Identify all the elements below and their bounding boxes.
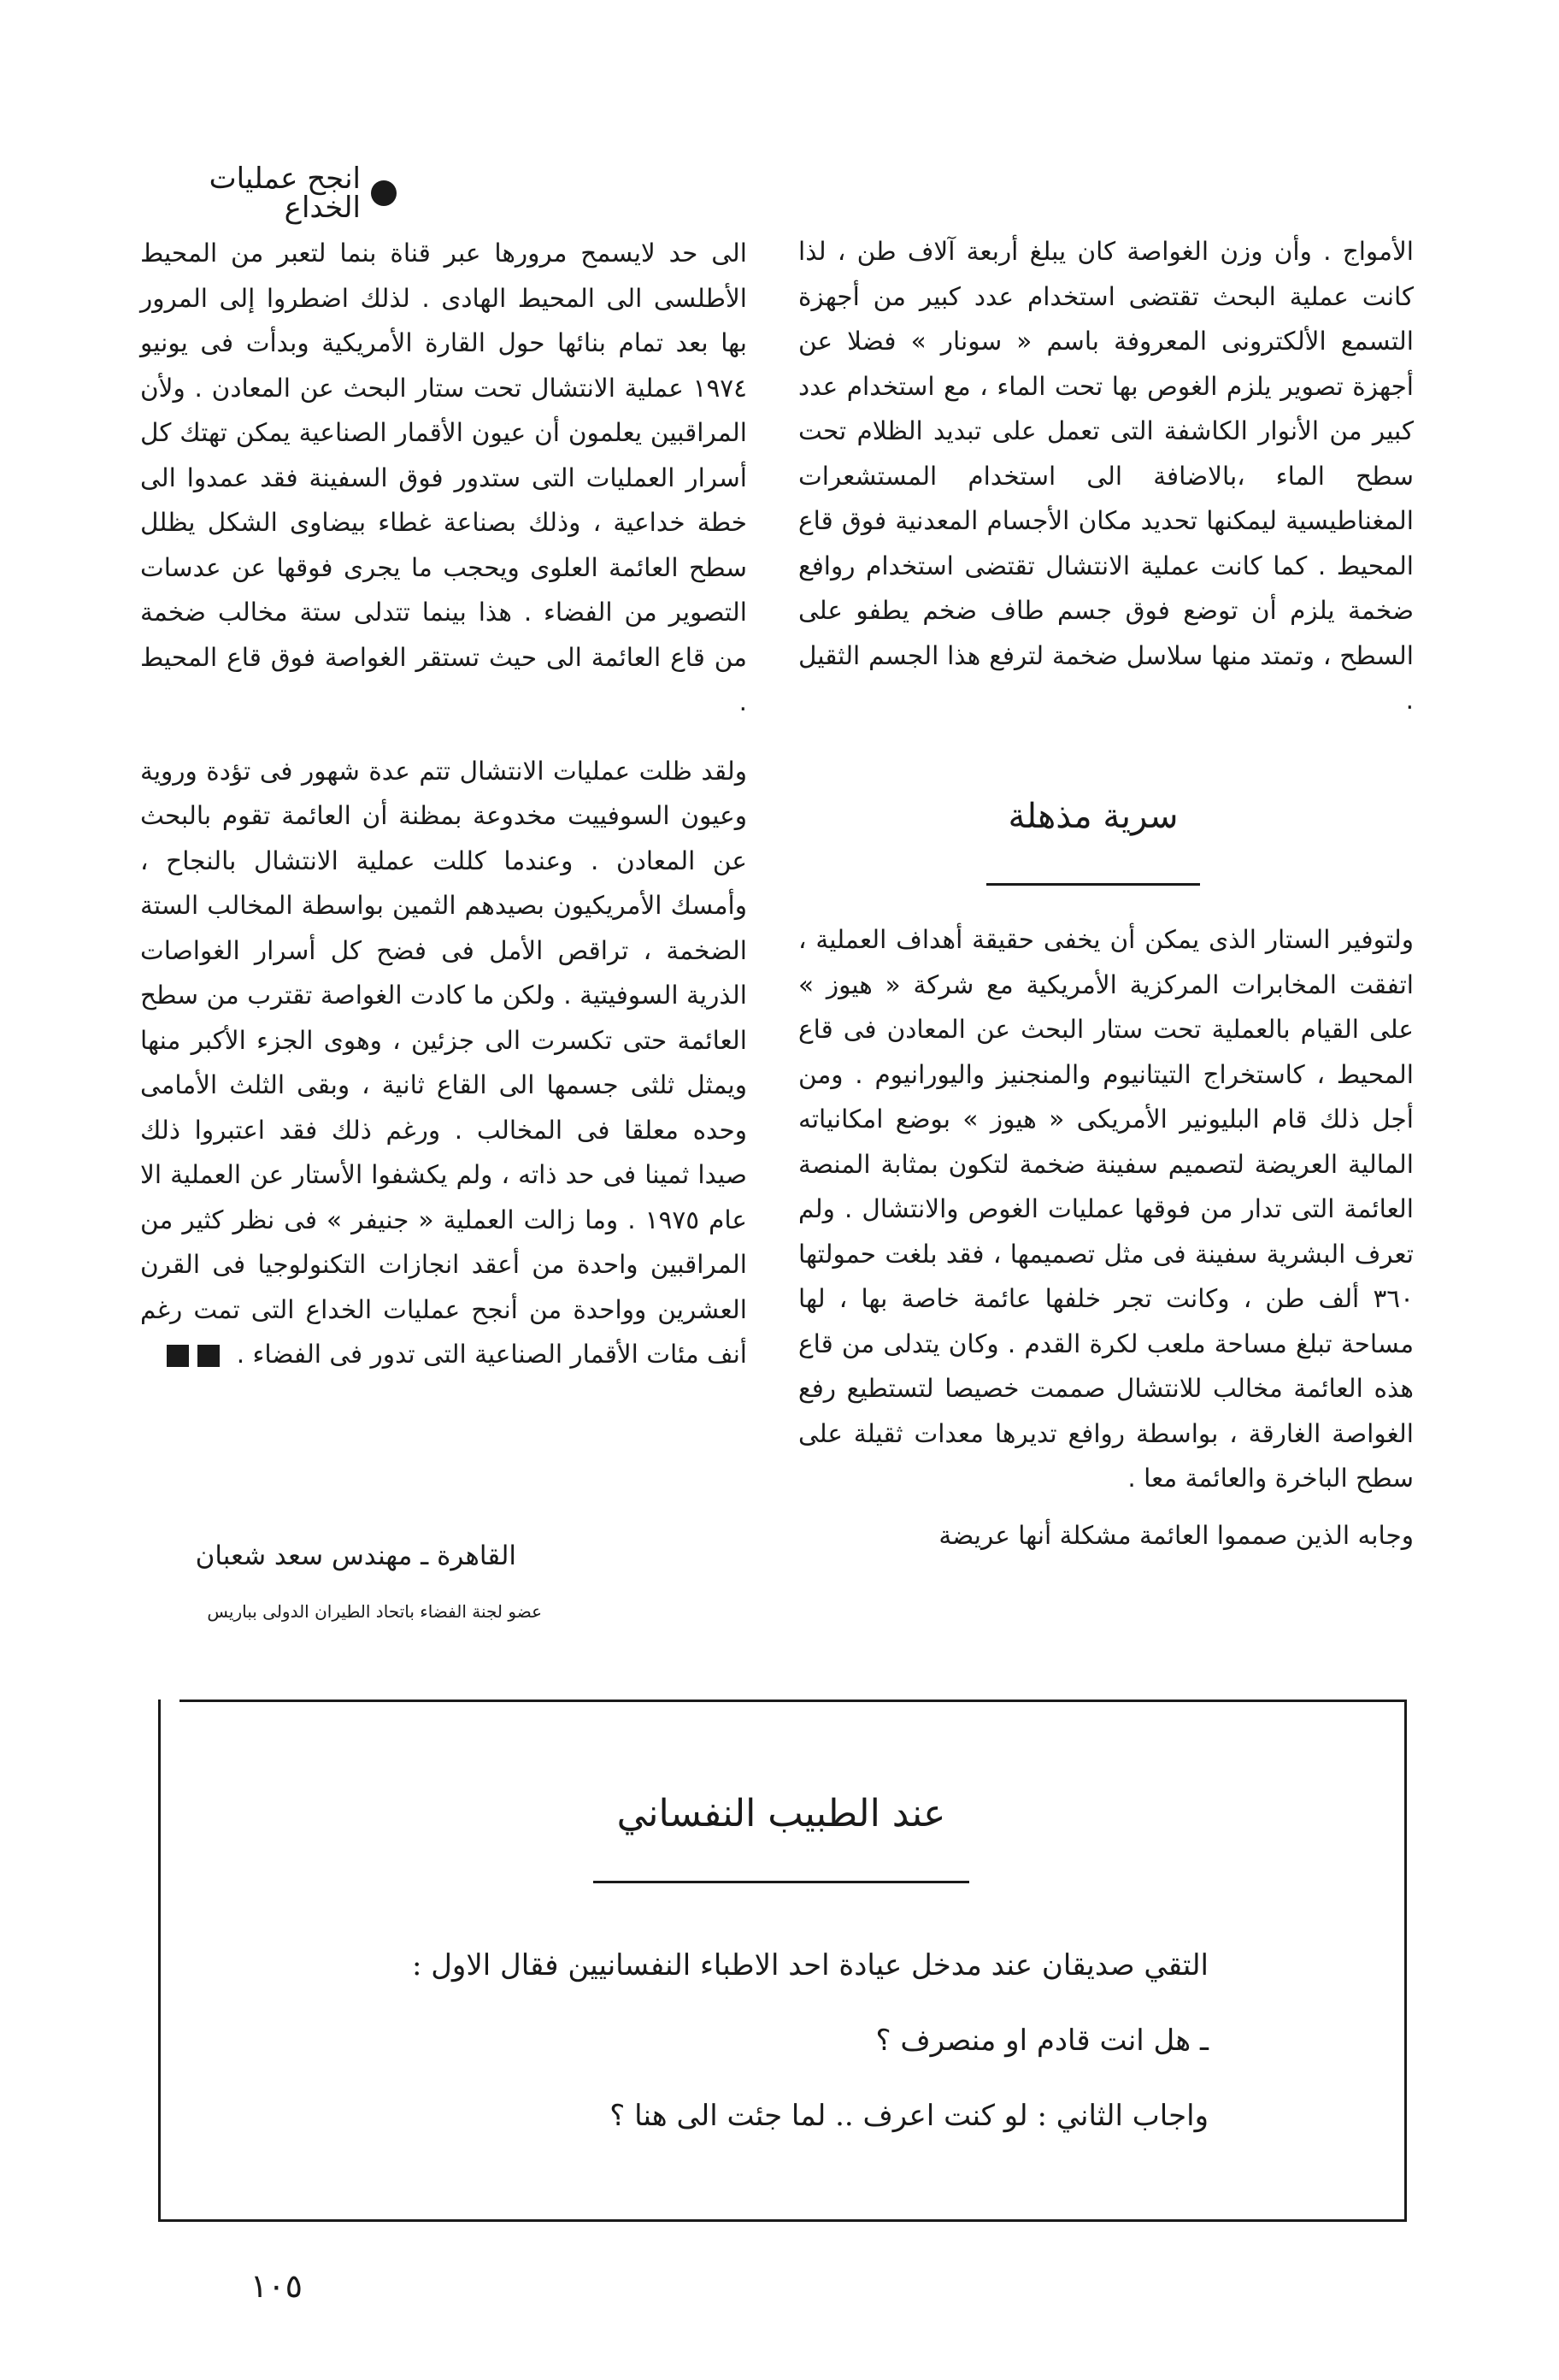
author-affiliation: عضو لجنة الفضاء باتحاد الطيران الدولى بباريس bbox=[207, 1601, 542, 1622]
end-of-article-icon bbox=[167, 1345, 220, 1367]
joke-line-2: ـ هل انت قادم او منصرف ؟ bbox=[875, 2024, 1209, 2058]
running-head-text: انجح عمليات الخداع bbox=[209, 162, 361, 225]
joke-box-title: عند الطبيب النفساني bbox=[616, 1792, 946, 1835]
running-head bbox=[140, 162, 397, 225]
joke-line-1: التقي صديقان عند مدخل عيادة احد الاطباء النفسانيين فقال الاول : bbox=[411, 1948, 1209, 1982]
left-column bbox=[140, 231, 747, 1377]
author-byline: القاهرة ـ مهندس سعد شعبان bbox=[195, 1541, 516, 1571]
right-paragraph-2: ولتوفير الستار الذى يمكن أن يخفى حقيقة أهداف العملية ، اتفقت المخابرات المركزية الأمريكية مع شركة « هيوز » على القيام بالعملية تحت ستار البحث عن المعادن فى قاع المحيط ، كاستخراج التيتانيوم والمنجنيز واليورانيوم . ومن أجل ذلك قام البليونير الأمريكى « هيوز » بوضع امكانياته المالية العريضة لتصميم سفينة ضخمة لتكون بمثابة المنصة العائمة التى تدار من فوقها عمليات الغوص والانتشال . ولم تعرف البشرية سفينة فى مثل تصميمها ، فقد بلغت حمولتها ٣٦٠ ألف طن ، وكانت تجر خلفها عائمة خاصة بها ، لها مساحة تبلغ مساحة ملعب لكرة القدم . وكان يتدلى من قاع هذه العائمة مخالب للانتشال صممت خصيصا لتستطيع رفع الغواصة الغارقة ، بواسطة روافع تديرها معدات ثقيلة على سطح الباخرة والعائمة معا . bbox=[798, 925, 1414, 1493]
joke-box-title-rule bbox=[593, 1881, 969, 1883]
right-paragraph-3: وجابه الذين صمموا العائمة مشكلة أنها عريضة bbox=[938, 1520, 1414, 1550]
left-paragraph-2-text: ولقد ظلت عمليات الانتشال تتم عدة شهور فى تؤدة وروية وعيون السوفييت مخدوعة بمظنة أن العائمة تقوم بالبحث عن المعادن . وعندما كللت عملية الانتشال بالنجاح ، وأمسك الأمريكيون بصيدهم الثمين بواسطة المخالب الستة الضخمة ، تراقص الأمل فى فضح كل أسرار الغواصات الذرية السوفيتية . ولكن ما كادت الغواصة تقترب من سطح العائمة حتى تكسرت الى جزئين ، وهوى الجزء الأكبر منها ويمثل ثلثى جسمها الى القاع ثانية ، وبقى الثلث الأمامى وحده معلقا فى المخالب . ورغم ذلك فقد اعتبروا ذلك صيدا ثمينا فى حد ذاته ، ولم يكشفوا الأستار عن العملية الا عام ١٩٧٥ . وما زالت العملية « جنيفر » فى نظر كثير من المراقبين واحدة من أعقد انجازات التكنولوجيا فى القرن العشرين وواحدة من أنجح عمليات الخداع التى تمت رغم أنف مئات الأقمار الصناعية التى تدور فى الفضاء . bbox=[140, 756, 747, 1369]
page-number: ١٠٥ bbox=[250, 2267, 303, 2305]
section-subheading: سرية مذهلة bbox=[1008, 797, 1179, 836]
right-paragraph-1: الأمواج . وأن وزن الغواصة كان يبلغ أربعة آلاف طن ، لذا كانت عملية البحث تقتضى استخدام عدد كبير من أجهزة التسمع الألكترونى المعروفة باسم « سونار » فضلا عن أجهزة تصوير يلزم الغوص بها تحت الماء ، مع استخدام عدد كبير من الأنوار الكاشفة التى تعمل على تبديد الظلام تحت سطح الماء ،بالاضافة الى استخدام المستشعرات المغناطيسية ليمكنها تحديد مكان الأجسام المعدنية فوق قاع المحيط . كما كانت عملية الانتشال تقتضى استخدام روافع ضخمة يلزم أن توضع فوق جسم طاف ضخم يطفو على السطح ، وتمتد منها سلاسل ضخمة لترفع هذا الجسم الثقيل . bbox=[798, 237, 1414, 715]
left-paragraph-2 bbox=[140, 749, 747, 1377]
right-column-bottom bbox=[798, 917, 1414, 1558]
joke-line-3: واجاب الثاني : لو كنت اعرف .. لما جئت الى هنا ؟ bbox=[609, 2099, 1209, 2133]
right-column-top bbox=[798, 229, 1414, 723]
bullet-icon bbox=[371, 180, 397, 206]
subheading-rule bbox=[986, 883, 1200, 886]
left-paragraph-1: الى حد لايسمح مرورها عبر قناة بنما لتعبر من المحيط الأطلسى الى المحيط الهادى . لذلك اضطروا إلى المرور بها بعد تمام بنائها حول القارة الأمريكية وبدأت فى يونيو ١٩٧٤ عملية الانتشال تحت ستار البحث عن المعادن . ولأن المراقبين يعلمون أن عيون الأقمار الصناعية يمكن تهتك كل أسرار العمليات التى ستدور فوق السفينة فقد عمدوا الى خطة خداعية ، وذلك بصناعة غطاء بيضاوى الشكل يظلل سطح العائمة العلوى ويحجب ما يجرى فوقها عن عدسات التصوير من الفضاء . هذا بينما تتدلى ستة مخالب ضخمة من قاع العائمة الى حيث تستقر الغواصة فوق قاع المحيط . bbox=[140, 239, 747, 716]
